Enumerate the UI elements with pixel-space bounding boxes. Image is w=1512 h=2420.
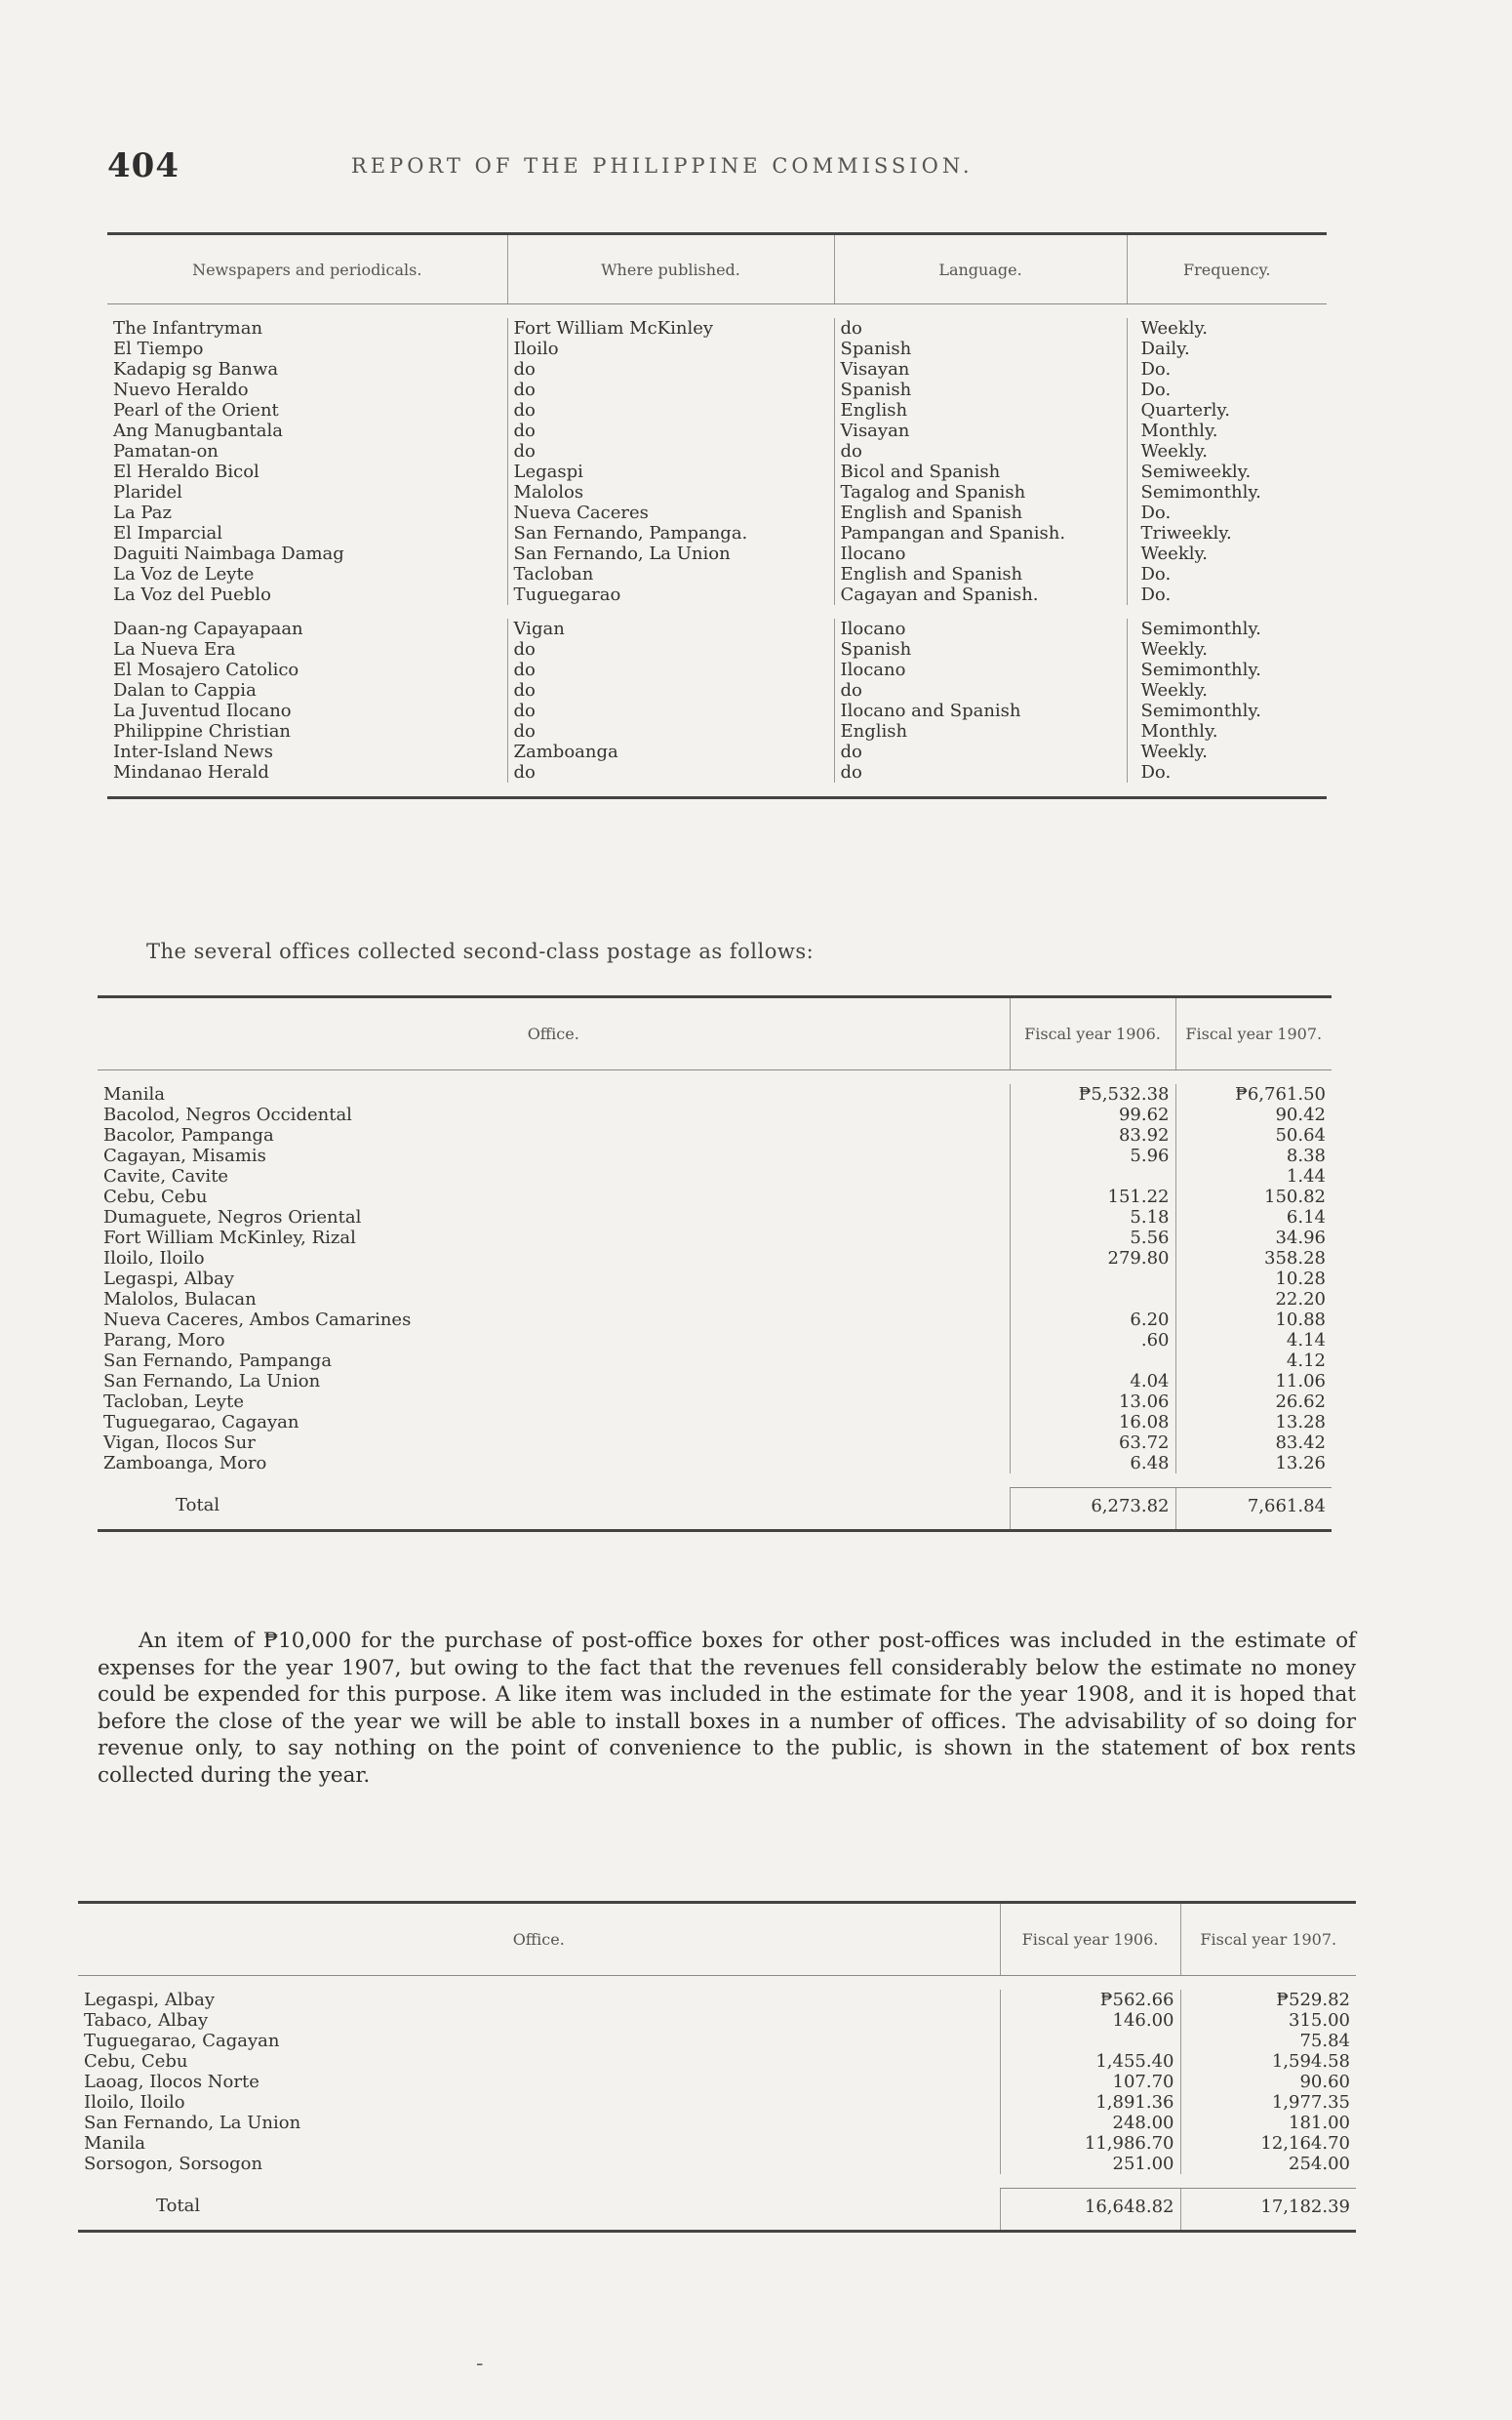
newspaper-name: El Mosajero Catolico [113, 660, 299, 680]
newspaper-row [107, 441, 1327, 462]
newspaper-name: El Imparcial [113, 523, 222, 544]
language: Ilocano and Spanish [834, 701, 1127, 721]
place-published: do [507, 359, 834, 380]
fiscal-1906-value: 5.18 [1010, 1207, 1175, 1228]
office-row [98, 1187, 1332, 1207]
newspaper-name: Dalan to Cappia [113, 680, 257, 701]
newspaper-name: La Paz [113, 503, 172, 523]
office-name: Zamboanga, Moro [103, 1453, 267, 1473]
header-where-published: Where published. [507, 234, 834, 304]
fiscal-1906-value [1010, 1166, 1175, 1187]
office-name: Bacolor, Pampanga [103, 1125, 274, 1146]
newspapers-table [107, 232, 1327, 799]
total-label: Total [156, 2196, 201, 2216]
language: Ilocano [834, 660, 1127, 680]
total-1906: 6,273.82 [1010, 1487, 1175, 1530]
page-mark: - [476, 2352, 484, 2376]
fiscal-1907-value: 6.14 [1175, 1207, 1332, 1228]
fiscal-1906-value: ₱562.66 [1000, 1990, 1180, 2010]
office-name: Cavite, Cavite [103, 1166, 229, 1187]
fiscal-1907-value: 4.14 [1175, 1330, 1332, 1351]
newspaper-row [107, 482, 1327, 503]
newspaper-name: Philippine Christian [113, 721, 292, 742]
language: do [834, 441, 1127, 462]
office-row [98, 1125, 1332, 1146]
fiscal-1906-value: .60 [1010, 1330, 1175, 1351]
fiscal-1907-value: 22.20 [1175, 1289, 1332, 1310]
newspapers-header-row [107, 234, 1327, 304]
postage-body [98, 1070, 1332, 1531]
fiscal-1906-value: 279.80 [1010, 1248, 1175, 1269]
place-published: Tacloban [507, 564, 834, 585]
fiscal-1907-value: 150.82 [1175, 1187, 1332, 1207]
fiscal-1907-value: 181.00 [1180, 2113, 1356, 2133]
office-row [78, 2031, 1356, 2051]
language: do [834, 742, 1127, 762]
office-row [78, 2154, 1356, 2174]
fiscal-1906-value: 5.56 [1010, 1228, 1175, 1248]
office-row [78, 2113, 1356, 2133]
office-row [78, 2092, 1356, 2113]
spacer-row [98, 1473, 1332, 1487]
place-published: do [507, 660, 834, 680]
fiscal-1907-value: 83.42 [1175, 1432, 1332, 1453]
fiscal-1907-value: 13.28 [1175, 1412, 1332, 1432]
office-name: Nueva Caceres, Ambos Camarines [103, 1310, 412, 1330]
fiscal-1906-value: 13.06 [1010, 1392, 1175, 1412]
office-name: Iloilo, Iloilo [84, 2092, 185, 2113]
postage-header-row [98, 997, 1332, 1070]
spacer-row [98, 1070, 1332, 1085]
spacer-row [78, 1976, 1356, 1991]
newspaper-name: La Juventud Ilocano [113, 701, 292, 721]
office-row [98, 1269, 1332, 1289]
page-number: 404 [107, 146, 179, 185]
newspaper-row [107, 680, 1327, 701]
place-published: do [507, 701, 834, 721]
box-rents-header-1906: Fiscal year 1906. [1000, 1903, 1180, 1976]
language: Visayan [834, 359, 1127, 380]
header-language: Language. [834, 234, 1127, 304]
total-row [78, 2188, 1356, 2231]
office-row [98, 1207, 1332, 1228]
office-row [78, 2010, 1356, 2031]
total-1907: 7,661.84 [1175, 1487, 1332, 1530]
fiscal-1906-value: 6.48 [1010, 1453, 1175, 1473]
page-header [107, 146, 1356, 185]
place-published: Vigan [507, 619, 834, 639]
frequency: Do. [1127, 503, 1327, 523]
place-published: do [507, 639, 834, 660]
newspapers-body [107, 304, 1327, 798]
frequency: Do. [1127, 564, 1327, 585]
spacer-cell [107, 783, 507, 798]
newspaper-row [107, 619, 1327, 639]
fiscal-1907-value: 254.00 [1180, 2154, 1356, 2174]
frequency: Monthly. [1127, 421, 1327, 441]
language: Spanish [834, 380, 1127, 400]
frequency: Quarterly. [1127, 400, 1327, 421]
fiscal-1907-value: 8.38 [1175, 1146, 1332, 1166]
fiscal-1906-value: 16.08 [1010, 1412, 1175, 1432]
place-published: do [507, 721, 834, 742]
office-row [98, 1432, 1332, 1453]
header-newspapers: Newspapers and periodicals. [107, 234, 507, 304]
frequency: Weekly. [1127, 680, 1327, 701]
office-name: Iloilo, Iloilo [103, 1248, 205, 1269]
postage-header-1906: Fiscal year 1906. [1010, 997, 1175, 1070]
newspaper-name: La Voz del Pueblo [113, 585, 271, 605]
header-frequency: Frequency. [1127, 234, 1327, 304]
postage-table [98, 995, 1332, 1532]
office-row [98, 1330, 1332, 1351]
fiscal-1907-value: 90.42 [1175, 1105, 1332, 1125]
office-row [98, 1453, 1332, 1473]
office-row [78, 2051, 1356, 2072]
spacer-cell [98, 1070, 1010, 1085]
box-paragraph: An item of ₱10,000 for the purchase of post-office boxes for other post-offices was included in the estimate of expenses for the year 1907, but owing to the fact that the revenues fell considerably below the estimate no money could be expended for this purpose. A like item was included in the estimate for the year 1908, and it is hoped that before the close of the year we will be able to install boxes in a number of offices. The advisability of so doing for revenue only, to say nothing on the point of convenience to the public, is shown in the statement of box rents collected during the year. [98, 1629, 1356, 1788]
office-row [78, 2072, 1356, 2092]
newspaper-row [107, 762, 1327, 783]
frequency: Weekly. [1127, 544, 1327, 564]
language: English and Spanish [834, 503, 1127, 523]
place-published: Nueva Caceres [507, 503, 834, 523]
office-name: Parang, Moro [103, 1330, 225, 1351]
language: Bicol and Spanish [834, 462, 1127, 482]
fiscal-1907-value: 4.12 [1175, 1351, 1332, 1371]
office-row [78, 1990, 1356, 2010]
postage-header-office: Office. [98, 997, 1010, 1070]
fiscal-1906-value [1010, 1351, 1175, 1371]
newspaper-name: La Voz de Leyte [113, 564, 255, 585]
office-row [78, 2133, 1356, 2154]
fiscal-1906-value: 83.92 [1010, 1125, 1175, 1146]
frequency: Monthly. [1127, 721, 1327, 742]
office-name: Cebu, Cebu [84, 2051, 188, 2072]
box-rents-header-row [78, 1903, 1356, 1976]
office-row [98, 1228, 1332, 1248]
fiscal-1906-value: 11,986.70 [1000, 2133, 1180, 2154]
place-published: Malolos [507, 482, 834, 503]
office-row [98, 1289, 1332, 1310]
language: Spanish [834, 639, 1127, 660]
fiscal-1907-value: 26.62 [1175, 1392, 1332, 1412]
newspaper-row [107, 544, 1327, 564]
language: Tagalog and Spanish [834, 482, 1127, 503]
language: Spanish [834, 339, 1127, 359]
office-name: Manila [84, 2133, 145, 2154]
newspaper-name: Mindanao Herald [113, 762, 269, 783]
office-row [98, 1248, 1332, 1269]
place-published: Zamboanga [507, 742, 834, 762]
newspaper-row [107, 721, 1327, 742]
newspaper-row [107, 585, 1327, 605]
fiscal-1906-value: 1,891.36 [1000, 2092, 1180, 2113]
fiscal-1907-value: 13.26 [1175, 1453, 1332, 1473]
frequency: Weekly. [1127, 318, 1327, 339]
group-spacer-row [107, 605, 1327, 619]
frequency: Do. [1127, 380, 1327, 400]
box-rents-table [78, 1901, 1356, 2233]
total-label: Total [176, 1495, 220, 1515]
spacer-row [107, 304, 1327, 319]
total-1906: 16,648.82 [1000, 2188, 1180, 2231]
newspaper-row [107, 503, 1327, 523]
office-row [98, 1351, 1332, 1371]
frequency: Do. [1127, 762, 1327, 783]
office-row [98, 1412, 1332, 1432]
fiscal-1906-value: 99.62 [1010, 1105, 1175, 1125]
newspaper-row [107, 564, 1327, 585]
fiscal-1906-value: 146.00 [1000, 2010, 1180, 2031]
newspaper-row [107, 701, 1327, 721]
fiscal-1907-value: 34.96 [1175, 1228, 1332, 1248]
fiscal-1907-value: 358.28 [1175, 1248, 1332, 1269]
office-name: Tabaco, Albay [84, 2010, 209, 2031]
newspaper-name: The Infantryman [113, 318, 263, 339]
newspaper-name: Daan-ng Capayapaan [113, 619, 303, 639]
language: Ilocano [834, 544, 1127, 564]
office-name: Vigan, Ilocos Sur [103, 1432, 256, 1453]
fiscal-1907-value: 1.44 [1175, 1166, 1332, 1187]
fiscal-1906-value [1010, 1269, 1175, 1289]
office-name: Legaspi, Albay [84, 1990, 215, 2010]
fiscal-1906-value: ₱5,532.38 [1010, 1084, 1175, 1105]
frequency: Semimonthly. [1127, 482, 1327, 503]
newspaper-row [107, 339, 1327, 359]
language: Cagayan and Spanish. [834, 585, 1127, 605]
place-published: Fort William McKinley [507, 318, 834, 339]
spacer-cell [107, 605, 507, 619]
language: English [834, 721, 1127, 742]
fiscal-1907-value: 11.06 [1175, 1371, 1332, 1392]
total-1907: 17,182.39 [1180, 2188, 1356, 2231]
frequency: Semimonthly. [1127, 701, 1327, 721]
place-published: do [507, 421, 834, 441]
office-row [98, 1166, 1332, 1187]
office-name: Bacolod, Negros Occidental [103, 1105, 352, 1125]
office-row [98, 1371, 1332, 1392]
language: Pampangan and Spanish. [834, 523, 1127, 544]
language: English [834, 400, 1127, 421]
postage-header-1907: Fiscal year 1907. [1175, 997, 1332, 1070]
newspaper-row [107, 359, 1327, 380]
language: English and Spanish [834, 564, 1127, 585]
office-row [98, 1105, 1332, 1125]
box-rents-header-office: Office. [78, 1903, 1000, 1976]
newspaper-name: Pamatan-on [113, 441, 219, 462]
frequency: Weekly. [1127, 742, 1327, 762]
place-published: San Fernando, La Union [507, 544, 834, 564]
office-name: Legaspi, Albay [103, 1269, 234, 1289]
place-published: Iloilo [507, 339, 834, 359]
office-name: San Fernando, La Union [103, 1371, 321, 1392]
fiscal-1906-value: 251.00 [1000, 2154, 1180, 2174]
newspaper-name: Ang Manugbantala [113, 421, 284, 441]
place-published: Tuguegarao [507, 585, 834, 605]
language: do [834, 762, 1127, 783]
spacer-cell [107, 304, 507, 319]
newspaper-row [107, 318, 1327, 339]
fiscal-1906-value: 4.04 [1010, 1371, 1175, 1392]
newspaper-row [107, 400, 1327, 421]
fiscal-1906-value [1010, 1289, 1175, 1310]
fiscal-1906-value: 1,455.40 [1000, 2051, 1180, 2072]
office-row [98, 1146, 1332, 1166]
newspaper-name: El Heraldo Bicol [113, 462, 259, 482]
fiscal-1907-value: 12,164.70 [1180, 2133, 1356, 2154]
spacer-row [78, 2174, 1356, 2188]
postage-intro: The several offices collected second-class postage as follows: [146, 940, 815, 963]
fiscal-1907-value: 1,594.58 [1180, 2051, 1356, 2072]
newspaper-name: Pearl of the Orient [113, 400, 279, 421]
office-name: Tuguegarao, Cagayan [84, 2031, 280, 2051]
frequency: Triweekly. [1127, 523, 1327, 544]
fiscal-1906-value: 6.20 [1010, 1310, 1175, 1330]
fiscal-1907-value: 10.88 [1175, 1310, 1332, 1330]
fiscal-1907-value: 10.28 [1175, 1269, 1332, 1289]
frequency: Semiweekly. [1127, 462, 1327, 482]
fiscal-1906-value: 63.72 [1010, 1432, 1175, 1453]
office-row [98, 1084, 1332, 1105]
office-row [98, 1392, 1332, 1412]
newspaper-row [107, 742, 1327, 762]
newspaper-name: Nuevo Heraldo [113, 380, 249, 400]
box-rents-body [78, 1976, 1356, 2232]
newspaper-name: El Tiempo [113, 339, 204, 359]
frequency: Semimonthly. [1127, 619, 1327, 639]
office-name: Manila [103, 1084, 165, 1105]
newspaper-row [107, 639, 1327, 660]
frequency: Semimonthly. [1127, 660, 1327, 680]
place-published: San Fernando, Pampanga. [507, 523, 834, 544]
newspaper-row [107, 380, 1327, 400]
spacer-cell [78, 1976, 1000, 1991]
newspaper-row [107, 462, 1327, 482]
fiscal-1906-value: 151.22 [1010, 1187, 1175, 1207]
newspaper-name: Daguiti Naimbaga Damag [113, 544, 344, 564]
running-head: REPORT OF THE PHILIPPINE COMMISSION. [351, 154, 974, 178]
frequency: Do. [1127, 585, 1327, 605]
total-row [98, 1487, 1332, 1530]
box-rents-header-1907: Fiscal year 1907. [1180, 1903, 1356, 1976]
office-row [98, 1310, 1332, 1330]
place-published: do [507, 380, 834, 400]
newspaper-name: Inter-Island News [113, 742, 273, 762]
newspaper-name: La Nueva Era [113, 639, 236, 660]
spacer-cell [78, 2174, 1000, 2188]
fiscal-1907-value: 90.60 [1180, 2072, 1356, 2092]
newspaper-row [107, 421, 1327, 441]
fiscal-1907-value: 75.84 [1180, 2031, 1356, 2051]
place-published: do [507, 441, 834, 462]
fiscal-1906-value: 5.96 [1010, 1146, 1175, 1166]
place-published: do [507, 680, 834, 701]
fiscal-1906-value: 248.00 [1000, 2113, 1180, 2133]
place-published: Legaspi [507, 462, 834, 482]
office-name: San Fernando, La Union [84, 2113, 301, 2133]
office-name: Cagayan, Misamis [103, 1146, 266, 1166]
fiscal-1907-value: ₱529.82 [1180, 1990, 1356, 2010]
language: Ilocano [834, 619, 1127, 639]
office-name: San Fernando, Pampanga [103, 1351, 333, 1371]
frequency: Weekly. [1127, 441, 1327, 462]
frequency: Daily. [1127, 339, 1327, 359]
fiscal-1906-value: 107.70 [1000, 2072, 1180, 2092]
place-published: do [507, 762, 834, 783]
newspaper-row [107, 523, 1327, 544]
newspaper-name: Kadapig sg Banwa [113, 359, 279, 380]
frequency: Weekly. [1127, 639, 1327, 660]
office-name: Sorsogon, Sorsogon [84, 2154, 263, 2174]
office-name: Laoag, Ilocos Norte [84, 2072, 259, 2092]
frequency: Do. [1127, 359, 1327, 380]
newspaper-row [107, 660, 1327, 680]
fiscal-1907-value: 315.00 [1180, 2010, 1356, 2031]
office-name: Tacloban, Leyte [103, 1392, 244, 1412]
language: do [834, 318, 1127, 339]
spacer-cell [98, 1473, 1010, 1487]
fiscal-1907-value: 1,977.35 [1180, 2092, 1356, 2113]
office-name: Tuguegarao, Cagayan [103, 1412, 299, 1432]
language: do [834, 680, 1127, 701]
office-name: Dumaguete, Negros Oriental [103, 1207, 362, 1228]
place-published: do [507, 400, 834, 421]
office-name: Cebu, Cebu [103, 1187, 208, 1207]
fiscal-1907-value: ₱6,761.50 [1175, 1084, 1332, 1105]
fiscal-1906-value [1000, 2031, 1180, 2051]
office-name: Fort William McKinley, Rizal [103, 1228, 356, 1248]
fiscal-1907-value: 50.64 [1175, 1125, 1332, 1146]
language: Visayan [834, 421, 1127, 441]
office-name: Malolos, Bulacan [103, 1289, 257, 1310]
newspaper-name: Plaridel [113, 482, 182, 503]
end-spacer-row [107, 783, 1327, 798]
